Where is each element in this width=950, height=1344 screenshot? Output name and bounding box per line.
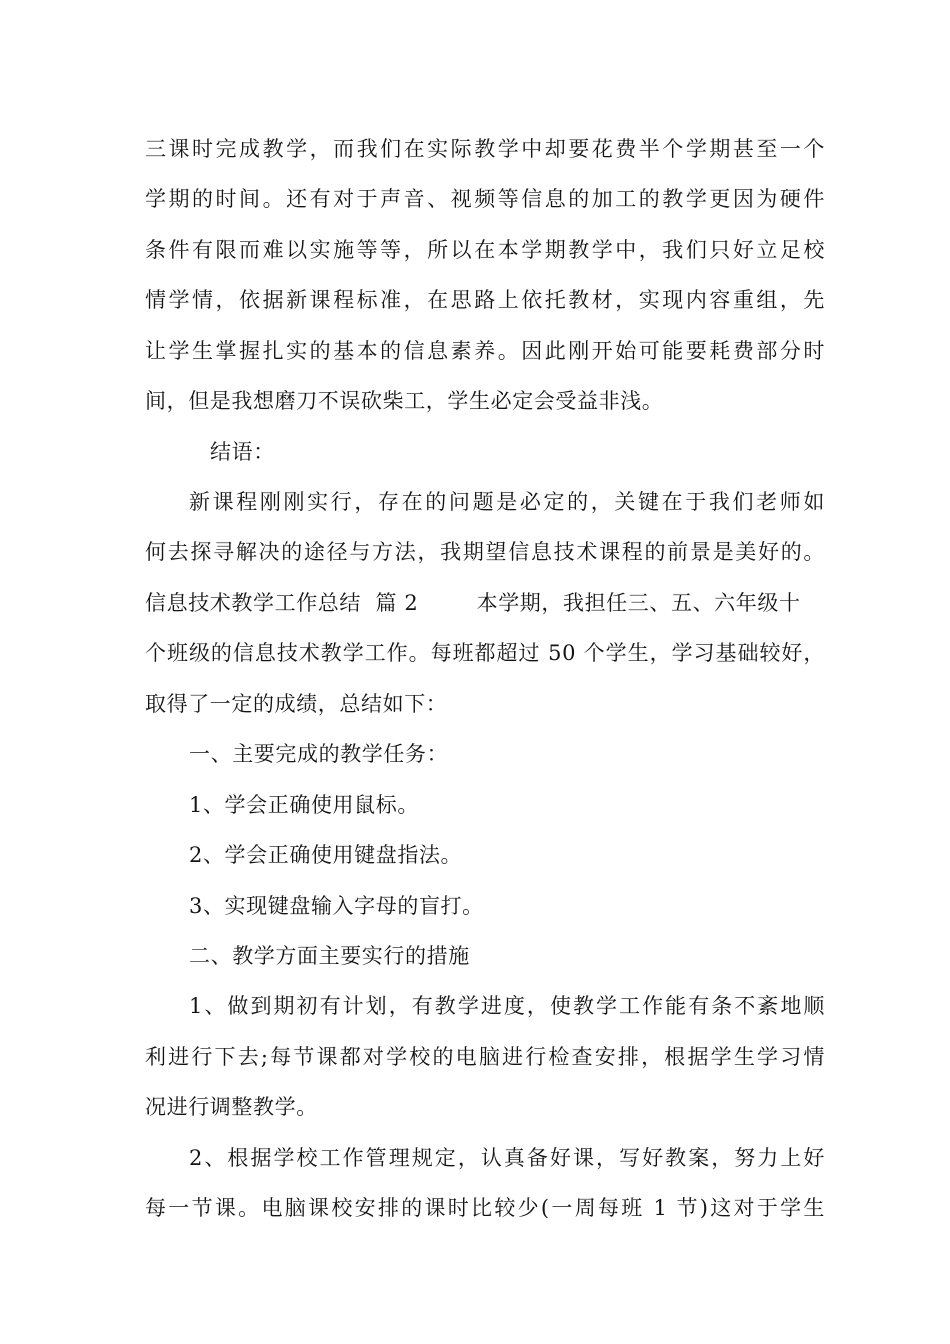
list-item: 1、学会正确使用鼠标。 — [189, 793, 419, 817]
paragraph-line: 利进行下去;每节课都对学校的电脑进行检查安排，根据学生学习情 — [145, 1045, 825, 1069]
paragraph-line: 学期的时间。还有对于声音、视频等信息的加工的教学更因为硬件 — [145, 187, 825, 211]
list-item: 3、实现键盘输入字母的盲打。 — [189, 894, 484, 918]
paragraph-line: 个班级的信息技术教学工作。每班都超过 50 个学生，学习基础较好， — [145, 641, 825, 665]
paragraph-line: 情学情，依据新课程标准，在思路上依托教材，实现内容重组，先 — [145, 288, 825, 312]
paragraph-line: 1、做到期初有计划，有教学进度，使教学工作能有条不紊地顺 — [189, 994, 825, 1018]
paragraph-line: 三课时完成教学，而我们在实际教学中却要花费半个学期甚至一个 — [145, 137, 825, 161]
paragraph-line: 每一节课。电脑课校安排的课时比较少(一周每班 1 节)这对于学生 — [145, 1196, 825, 1220]
list-item: 2、学会正确使用键盘指法。 — [189, 843, 463, 867]
paragraph-line: 新课程刚刚实行，存在的问题是必定的，关键在于我们老师如 — [189, 490, 825, 514]
paragraph-line: 何去探寻解决的途径与方法，我期望信息技术课程的前景是美好的。 — [145, 540, 825, 564]
paragraph-line: 让学生掌握扎实的基本的信息素养。因此刚开始可能要耗费部分时 — [145, 339, 825, 363]
paragraph-line: 2、根据学校工作管理规定，认真备好课，写好教案，努力上好 — [189, 1146, 825, 1170]
section-heading: 二、教学方面主要实行的措施 — [189, 944, 470, 968]
section-heading: 一、主要完成的教学任务： — [189, 742, 449, 766]
section-heading: 结语： — [210, 440, 275, 464]
paragraph-line: 信息技术教学工作总结 篇 2 本学期，我担任三、五、六年级十 — [145, 591, 801, 615]
paragraph-line: 条件有限而难以实施等等，所以在本学期教学中，我们只好立足校 — [145, 238, 825, 262]
paragraph-line: 间，但是我想磨刀不误砍柴工，学生必定会受益非浅。 — [145, 389, 664, 413]
paragraph-line: 况进行调整教学。 — [145, 1095, 318, 1119]
paragraph-line: 取得了一定的成绩，总结如下： — [145, 692, 448, 716]
